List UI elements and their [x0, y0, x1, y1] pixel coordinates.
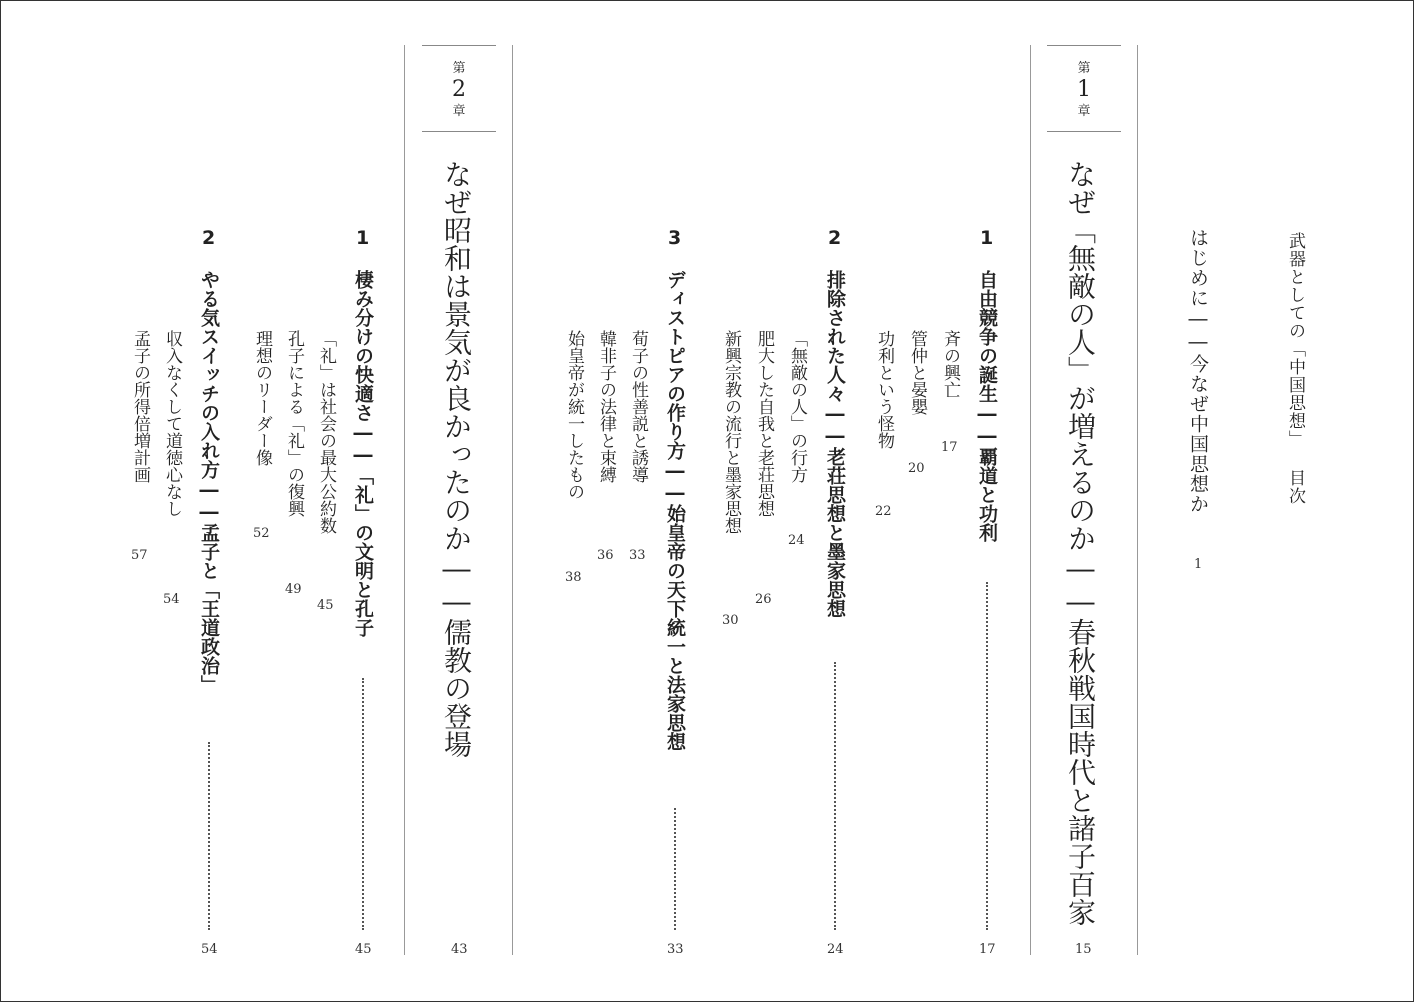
- ch1-s1-item3-page: 22: [875, 504, 892, 519]
- ch1-section3-leader: [674, 808, 676, 930]
- ch1-section2-leader: [834, 662, 836, 930]
- ch1-s2-item2-page: 26: [755, 592, 772, 607]
- chapter1-left-rule: [1030, 45, 1031, 955]
- ch2-s2-item2[interactable]: 孟子の所得倍増計画: [130, 330, 150, 483]
- chapter2-title[interactable]: なぜ昭和は景気が良かったのか――儒教の登場: [440, 160, 473, 758]
- ch2-s1-item1-page: 45: [317, 598, 334, 613]
- ch2-section1-page: 45: [355, 942, 372, 957]
- ch2-s1-item1[interactable]: 「礼」は社会の最大公約数: [316, 330, 336, 534]
- ch2-section1-leader: [362, 678, 364, 930]
- chapter2-label-bottom-rule: [422, 131, 496, 132]
- ch1-s2-item3[interactable]: 新興宗教の流行と墨家思想: [721, 330, 741, 534]
- ch1-s1-item1[interactable]: 斉の興亡: [940, 330, 960, 398]
- chapter1-label-bottom-rule: [1047, 131, 1121, 132]
- ch1-s1-item2-page: 20: [908, 461, 925, 476]
- chapter1-title[interactable]: なぜ「無敵の人」が増えるのか――春秋戦国時代と諸子百家: [1064, 160, 1097, 926]
- chapter1-label-num: 1: [1077, 77, 1091, 102]
- ch1-section1-title[interactable]: 自由競争の誕生――覇道と功利: [976, 270, 998, 542]
- chapter1-label-bottom: 章: [1077, 104, 1091, 119]
- chapter2-label-top-rule: [422, 45, 496, 46]
- ch1-s2-item3-page: 30: [722, 613, 739, 628]
- ch1-section3-title[interactable]: ディストピアの作り方――始皇帝の天下統一と法家思想: [664, 270, 686, 751]
- intro-title[interactable]: はじめに――今なぜ中国思想か: [1187, 228, 1209, 514]
- ch1-s3-item2-page: 36: [597, 548, 614, 563]
- ch1-s1-item3[interactable]: 功利という怪物: [874, 330, 894, 449]
- ch1-s3-item1[interactable]: 荀子の性善説と誘導: [628, 330, 648, 483]
- book-toc-title: 武器としての「中国思想」 目次: [1285, 232, 1305, 505]
- ch1-s3-item3[interactable]: 始皇帝が統一したもの: [564, 330, 584, 500]
- chapter1-right-rule: [1137, 45, 1138, 955]
- chapter2-label-num: 2: [452, 77, 466, 102]
- ch1-s1-item1-page: 17: [941, 440, 958, 455]
- ch1-s1-item2[interactable]: 管仲と晏嬰: [907, 330, 927, 415]
- ch1-s3-item2[interactable]: 韓非子の法律と束縛: [596, 330, 616, 483]
- chapter1-label: [1047, 62, 1121, 118]
- ch2-section1-number: 1: [356, 227, 370, 249]
- ch1-s2-item2[interactable]: 肥大した自我と老荘思想: [754, 330, 774, 517]
- chapter2-label-bottom: 章: [452, 104, 466, 119]
- ch2-s2-item1[interactable]: 収入なくして道徳心なし: [162, 330, 182, 517]
- ch1-section2-page: 24: [827, 942, 844, 957]
- ch1-section1-number: 1: [980, 227, 994, 249]
- ch2-section2-number: 2: [202, 227, 216, 249]
- chapter2-page: 43: [451, 942, 468, 957]
- ch2-section2-leader: [208, 742, 210, 930]
- chapter1-label-top-rule: [1047, 45, 1121, 46]
- ch1-section1-leader: [986, 582, 988, 930]
- chapter1-page: 15: [1075, 942, 1092, 957]
- chapter2-left-rule: [404, 45, 405, 955]
- ch2-section1-title[interactable]: 棲み分けの快適さ――「礼」の文明と孔子: [352, 270, 374, 637]
- chapter2-label: [422, 62, 496, 118]
- chapter1-label-top: 第: [1077, 61, 1091, 76]
- intro-page: 1: [1194, 557, 1203, 572]
- ch1-section2-number: 2: [828, 227, 842, 249]
- ch1-section3-number: 3: [668, 227, 682, 249]
- chapter2-label-top: 第: [452, 61, 466, 76]
- ch1-s3-item3-page: 38: [565, 570, 582, 585]
- ch2-s1-item3[interactable]: 理想のリーダー像: [252, 330, 272, 466]
- ch2-s2-item1-page: 54: [163, 592, 180, 607]
- chapter2-right-rule: [512, 45, 513, 955]
- ch2-s1-item2[interactable]: 孔子による「礼」の復興: [284, 330, 304, 517]
- ch2-s1-item2-page: 49: [285, 582, 302, 597]
- ch2-section2-page: 54: [201, 942, 218, 957]
- ch1-section3-page: 33: [667, 942, 684, 957]
- ch1-s2-item1[interactable]: 「無敵の人」の行方: [787, 330, 807, 483]
- ch2-s2-item2-page: 57: [131, 548, 148, 563]
- ch2-s1-item3-page: 52: [253, 526, 270, 541]
- ch1-section2-title[interactable]: 排除された人々――老荘思想と墨家思想: [824, 270, 846, 618]
- ch2-section2-title[interactable]: やる気スイッチの入れ方――孟子と「王道政治」: [198, 270, 220, 694]
- ch1-s3-item1-page: 33: [629, 548, 646, 563]
- ch1-section1-page: 17: [979, 942, 996, 957]
- ch1-s2-item1-page: 24: [788, 533, 805, 548]
